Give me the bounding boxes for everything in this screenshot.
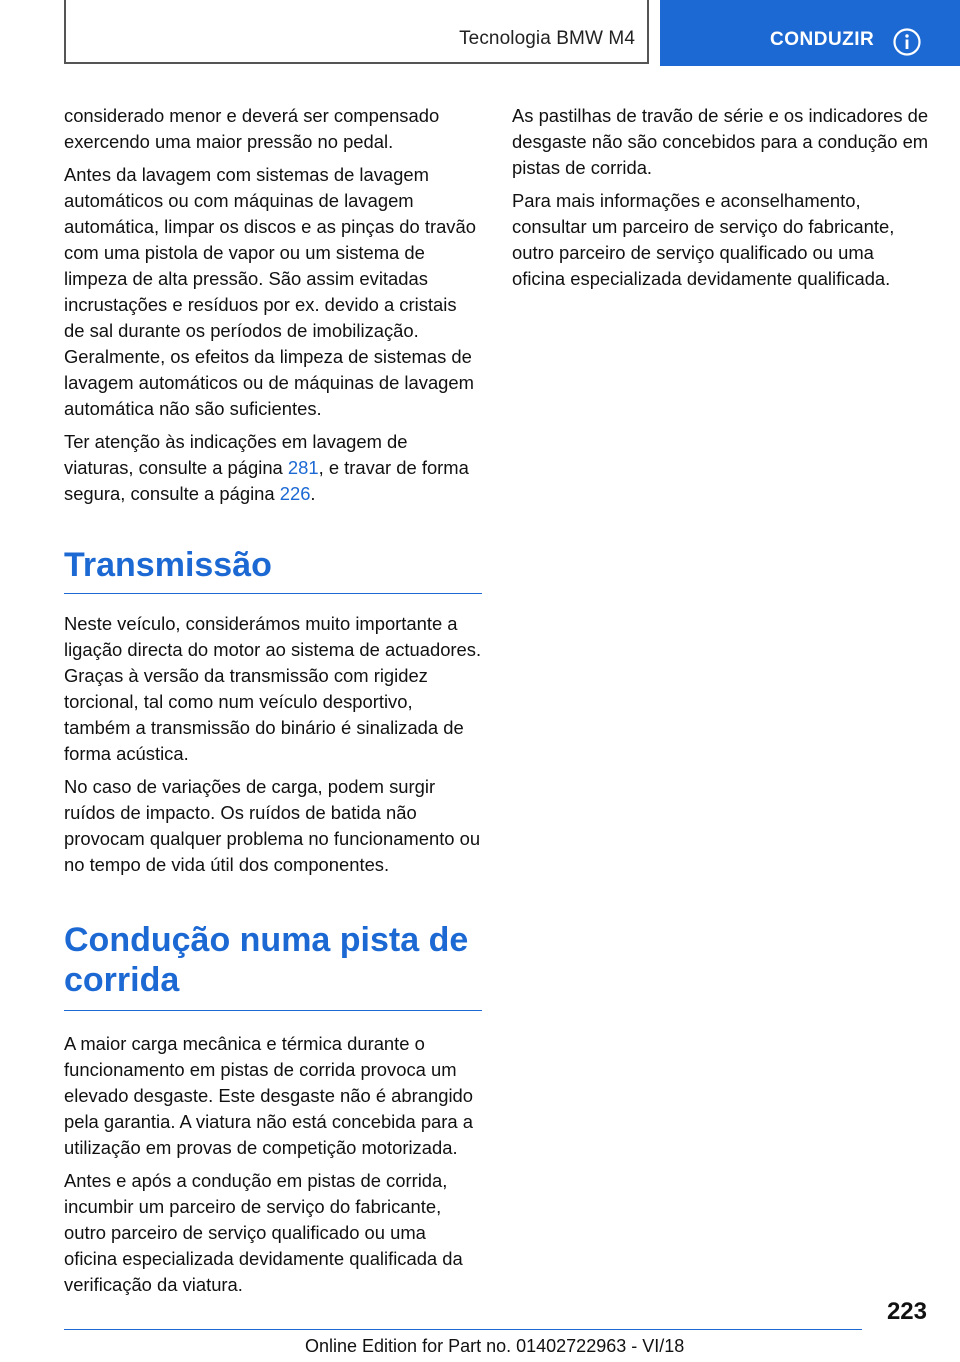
paragraph-text: , e travar de forma segura, consulte a página	[64, 457, 469, 504]
paragraph: Neste veículo, considerámos muito importante a ligação directa do motor ao sistema de actuadores. Graças à versão da transmissão com rigidez torcional, tal como num veículo desportivo, também a transmissão do binário é sinalizada de forma acústica.	[64, 613, 482, 764]
paragraph: A maior carga mecânica e térmica durante o funcionamento em pistas de corrida provoca um elevado desgaste. Este desgaste não é abrangido pela garantia. A viatura não está concebida para a utilização em provas de competição motorizada.	[64, 1033, 473, 1158]
section-heading-conducao: Condução numa pista de corrida	[64, 920, 482, 1011]
paragraph-text: .	[310, 483, 316, 504]
footer-divider	[64, 1329, 862, 1330]
paragraph: Para mais informações e aconselhamento, consultar um parceiro de serviço do fabricante, outro parceiro de serviço qualificado ou uma oficina especializada devidamente qualificada.	[512, 190, 895, 289]
paragraph: Antes e após a condução em pistas de corrida, incumbir um parceiro de serviço do fabricante, outro parceiro de serviço qualificado ou uma oficina especializada devidamente qualificada da verificação da viatura.	[64, 1170, 463, 1295]
paragraph: considerado menor e deverá ser compensado exercendo uma maior pressão no pedal.	[64, 105, 440, 152]
page-link-226[interactable]: 226	[279, 483, 311, 504]
paragraph: As pastilhas de travão de série e os indicadores de desgaste não são concebidos para a condução em pistas de corrida.	[512, 105, 929, 178]
left-column	[64, 103, 482, 1305]
page-number: 223	[886, 1298, 927, 1325]
section-heading-transmissao: Transmissão	[64, 545, 482, 594]
header-section-label: CONDUZIR	[770, 29, 875, 50]
footer-edition: Online Edition for Part no. 01402722963 - VI/18	[305, 1336, 685, 1356]
header-title: Tecnologia BMW M4	[459, 28, 635, 49]
header-title-box	[64, 0, 649, 64]
info-icon[interactable]	[892, 27, 922, 57]
page-header	[0, 0, 960, 64]
header-section-tab[interactable]	[660, 0, 960, 66]
paragraph: Antes da lavagem com sistemas de lavagem automáticos ou com máquinas de lavagem automática, limpar os discos e as pinças do travão com uma pistola de vapor ou um sistema de limpeza de alta pressão. São assim evitadas incrustações e resíduos por ex. devido a cristais de sal durante os períodos de imobilização. Geralmente, os efeitos da limpeza de sistemas de lavagem automáticos ou de máquinas de lavagem automática não são suficientes.	[64, 164, 476, 419]
page-link-281[interactable]: 281	[287, 457, 319, 478]
paragraph-with-links	[64, 429, 482, 507]
paragraph-text: Ter atenção às indicações em lavagem de viaturas, consulte a página	[64, 431, 408, 478]
right-column	[512, 103, 930, 299]
paragraph: No caso de variações de carga, podem surgir ruídos de impacto. Os ruídos de batida não provocam qualquer problema no funcionamento ou no tempo de vida útil dos componentes.	[64, 776, 481, 875]
